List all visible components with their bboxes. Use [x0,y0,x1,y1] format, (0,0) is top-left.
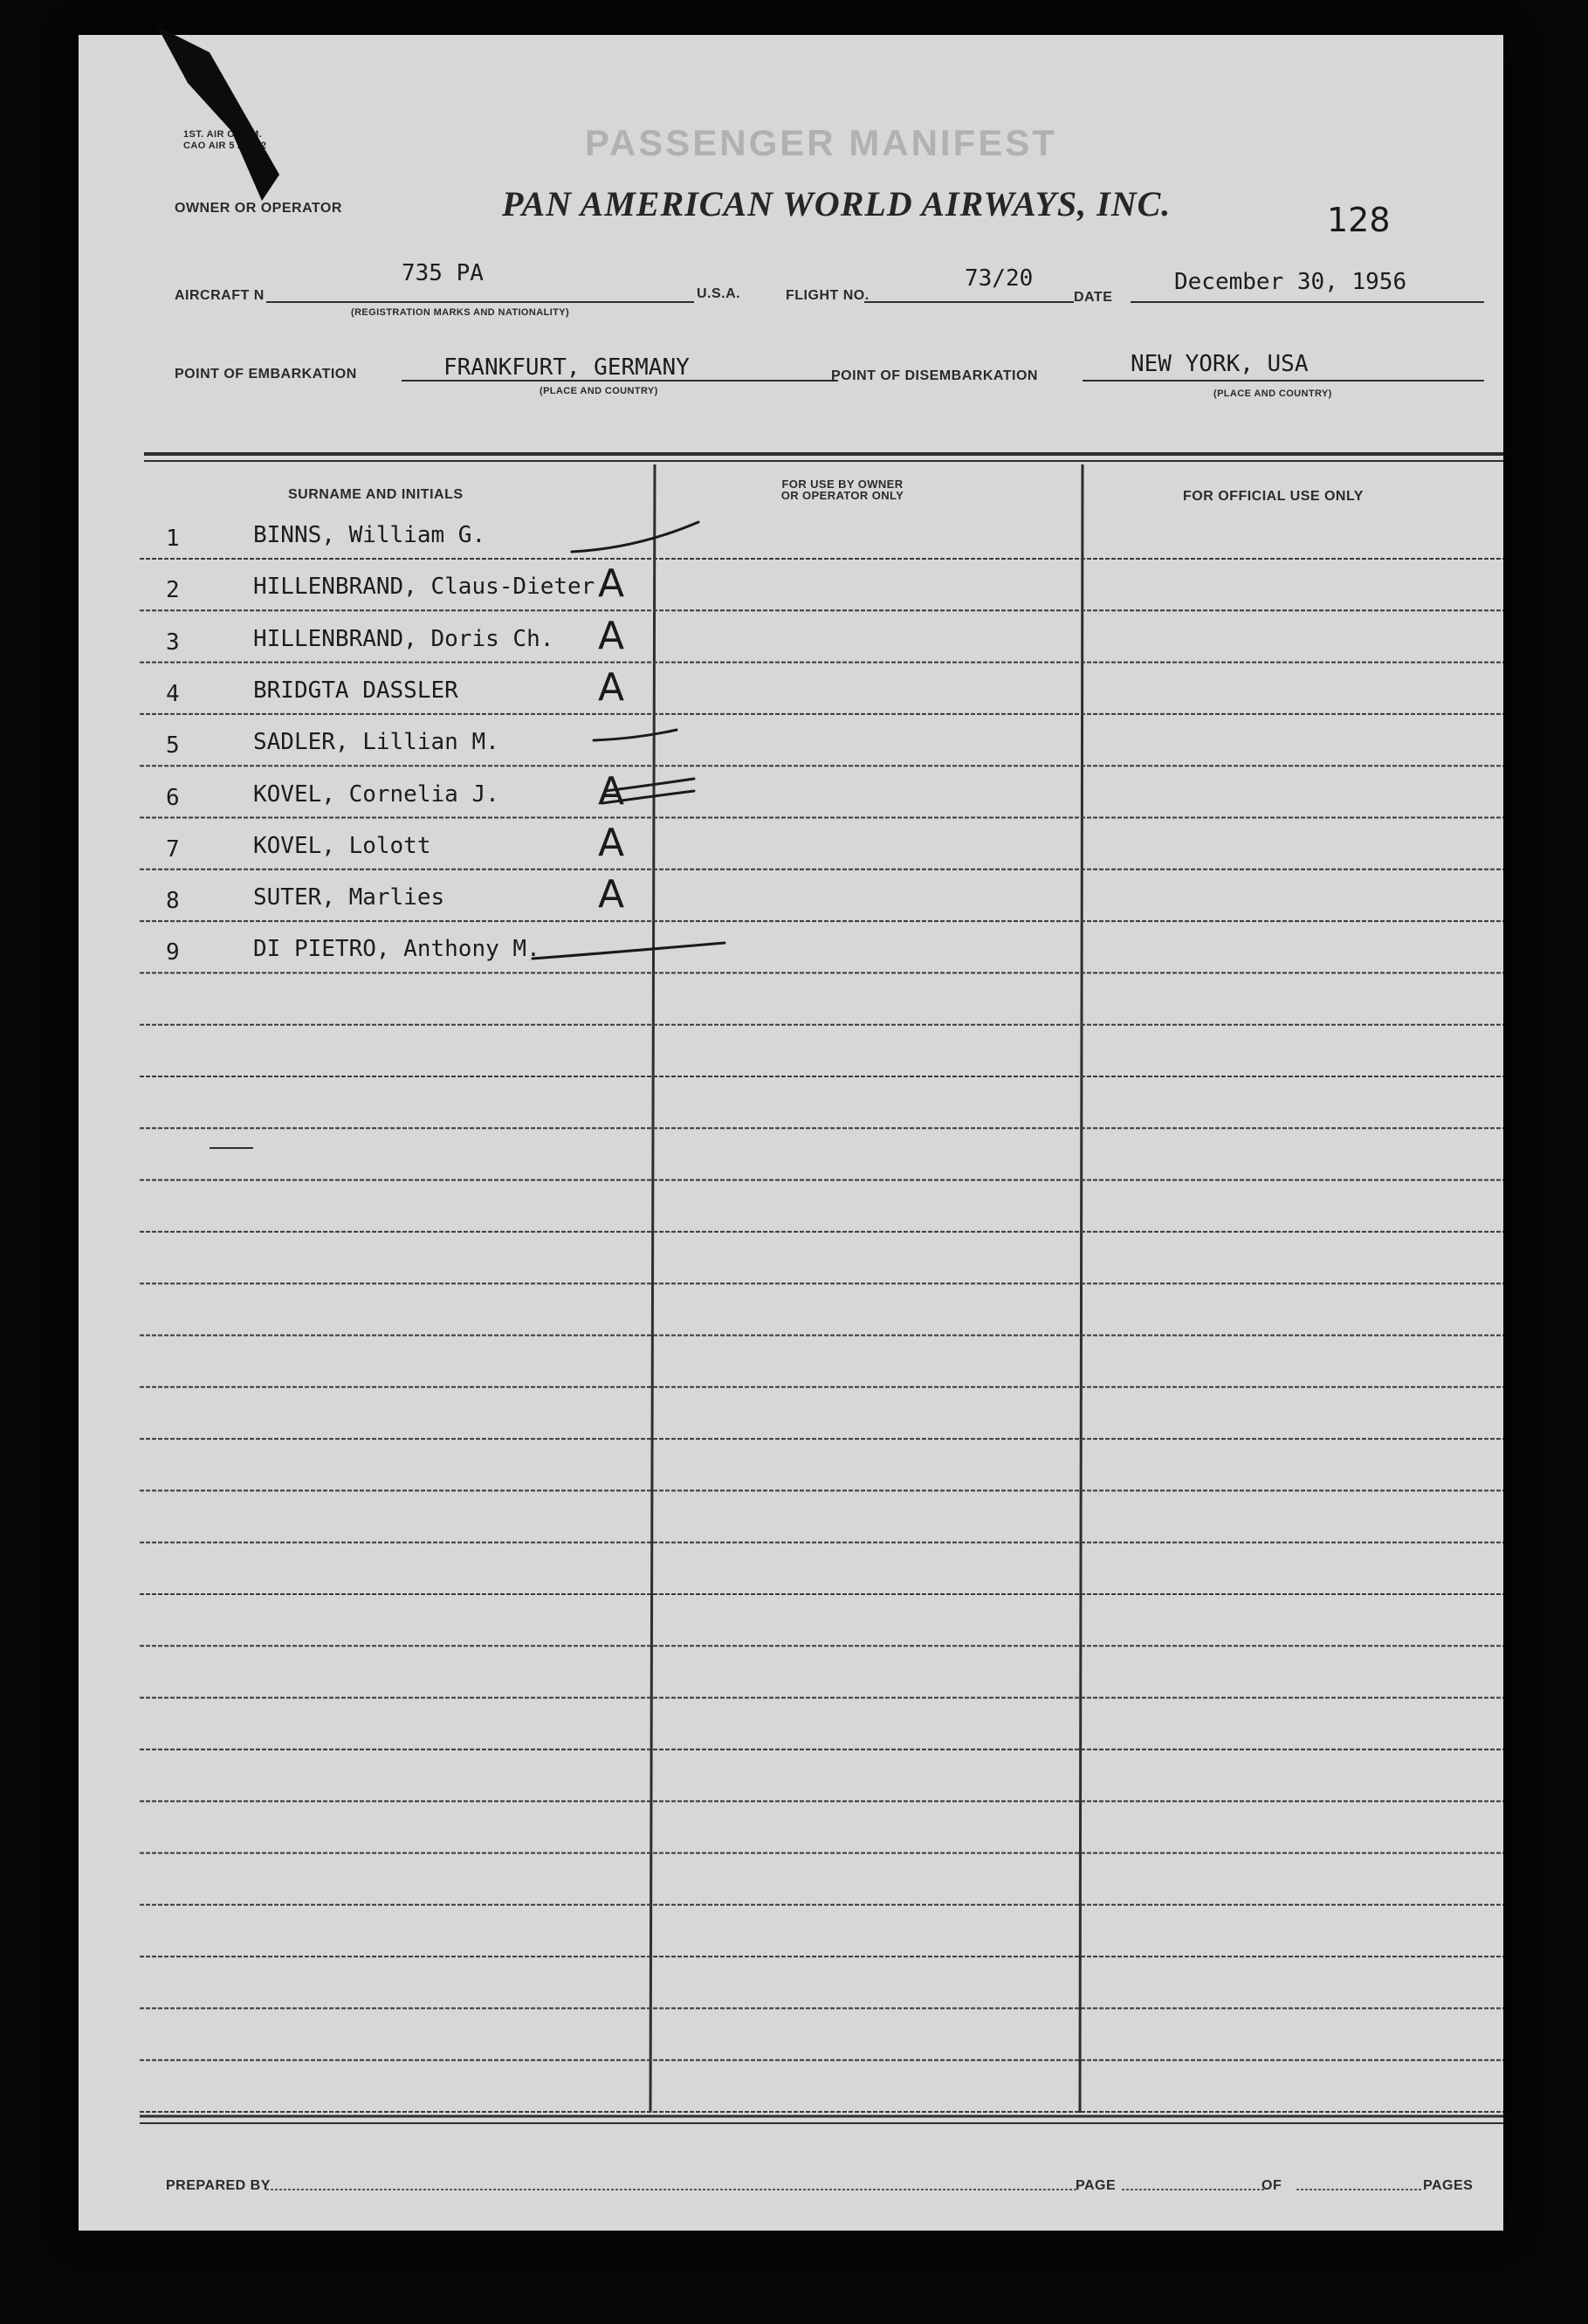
handwritten-mark: A [598,664,625,710]
handwritten-mark: A [598,613,625,658]
passenger-name: KOVEL, Lolott [253,832,431,859]
handwritten-mark: A [598,561,625,607]
passenger-number: 6 [166,784,180,811]
manifest-sheet [79,35,1503,2231]
document-title-stamp: PASSENGER MANIFEST [585,122,1057,163]
passenger-name: HILLENBRAND, Claus-Dieter [253,574,595,601]
aircraft-sub: (REGISTRATION MARKS AND NATIONALITY) [351,307,570,318]
passenger-number: 5 [166,732,180,760]
aircraft-value: 735 PA [402,260,484,286]
passenger-name: SADLER, Lillian M. [253,729,499,756]
passenger-number: 8 [166,888,180,915]
disembark-label: POINT OF DISEMBARKATION [831,368,1038,383]
ink-smudge-icon [0,0,349,227]
form-code-line2: CAO AIR 5 APP 2 [183,141,267,151]
embark-label: POINT OF EMBARKATION [175,367,357,382]
date-label: DATE [1074,290,1113,305]
handwritten-mark: A [598,768,625,814]
passenger-number: 7 [166,835,180,863]
form-code-line1: 1ST. AIR COMM. [183,129,263,140]
footer-page-label: PAGE [1076,2178,1117,2193]
column-header-operator [746,478,938,501]
column-header-official: FOR OFFICIAL USE ONLY [1183,489,1364,504]
passenger-name: BINNS, William G. [253,522,486,548]
column-header-operator-line1: FOR USE BY OWNER [781,478,904,491]
passenger-name: DI PIETRO, Anthony M. [253,936,540,963]
flight-label: FLIGHT NO. [786,288,870,303]
aircraft-label: AIRCRAFT N [175,288,265,303]
footer-pages-label: PAGES [1423,2178,1474,2193]
owner-label: OWNER OR OPERATOR [175,201,342,216]
passenger-number: 9 [166,939,180,966]
page-number: 128 [1327,201,1391,239]
embark-sub: (PLACE AND COUNTRY) [540,386,658,396]
passenger-name: BRIDGTA DASSLER [253,677,458,704]
passenger-number: 3 [166,629,180,656]
footer-of-label: OF [1261,2178,1282,2193]
disembark-value: NEW YORK, USA [1131,351,1309,377]
date-value: December 30, 1956 [1174,269,1407,295]
flight-value: 73/20 [965,265,1034,292]
passenger-number: 2 [166,577,180,604]
passenger-number: 4 [166,680,180,707]
disembark-sub: (PLACE AND COUNTRY) [1213,388,1332,399]
passenger-name: SUTER, Marlies [253,884,445,911]
handwritten-mark: A [598,872,625,918]
column-header-name: SURNAME AND INITIALS [288,487,464,502]
handwritten-mark: A [598,820,625,865]
passenger-name: KOVEL, Cornelia J. [253,780,499,808]
country-label: U.S.A. [697,286,741,301]
owner-value: PAN AMERICAN WORLD AIRWAYS, INC. [502,184,1172,223]
footer-prepared-label: PREPARED BY [166,2178,271,2193]
passenger-number: 1 [166,526,180,552]
embark-value: FRANKFURT, GERMANY [443,354,690,381]
passenger-name: HILLENBRAND, Doris Ch. [253,625,554,652]
column-header-operator-line2: OR OPERATOR ONLY [780,489,904,502]
